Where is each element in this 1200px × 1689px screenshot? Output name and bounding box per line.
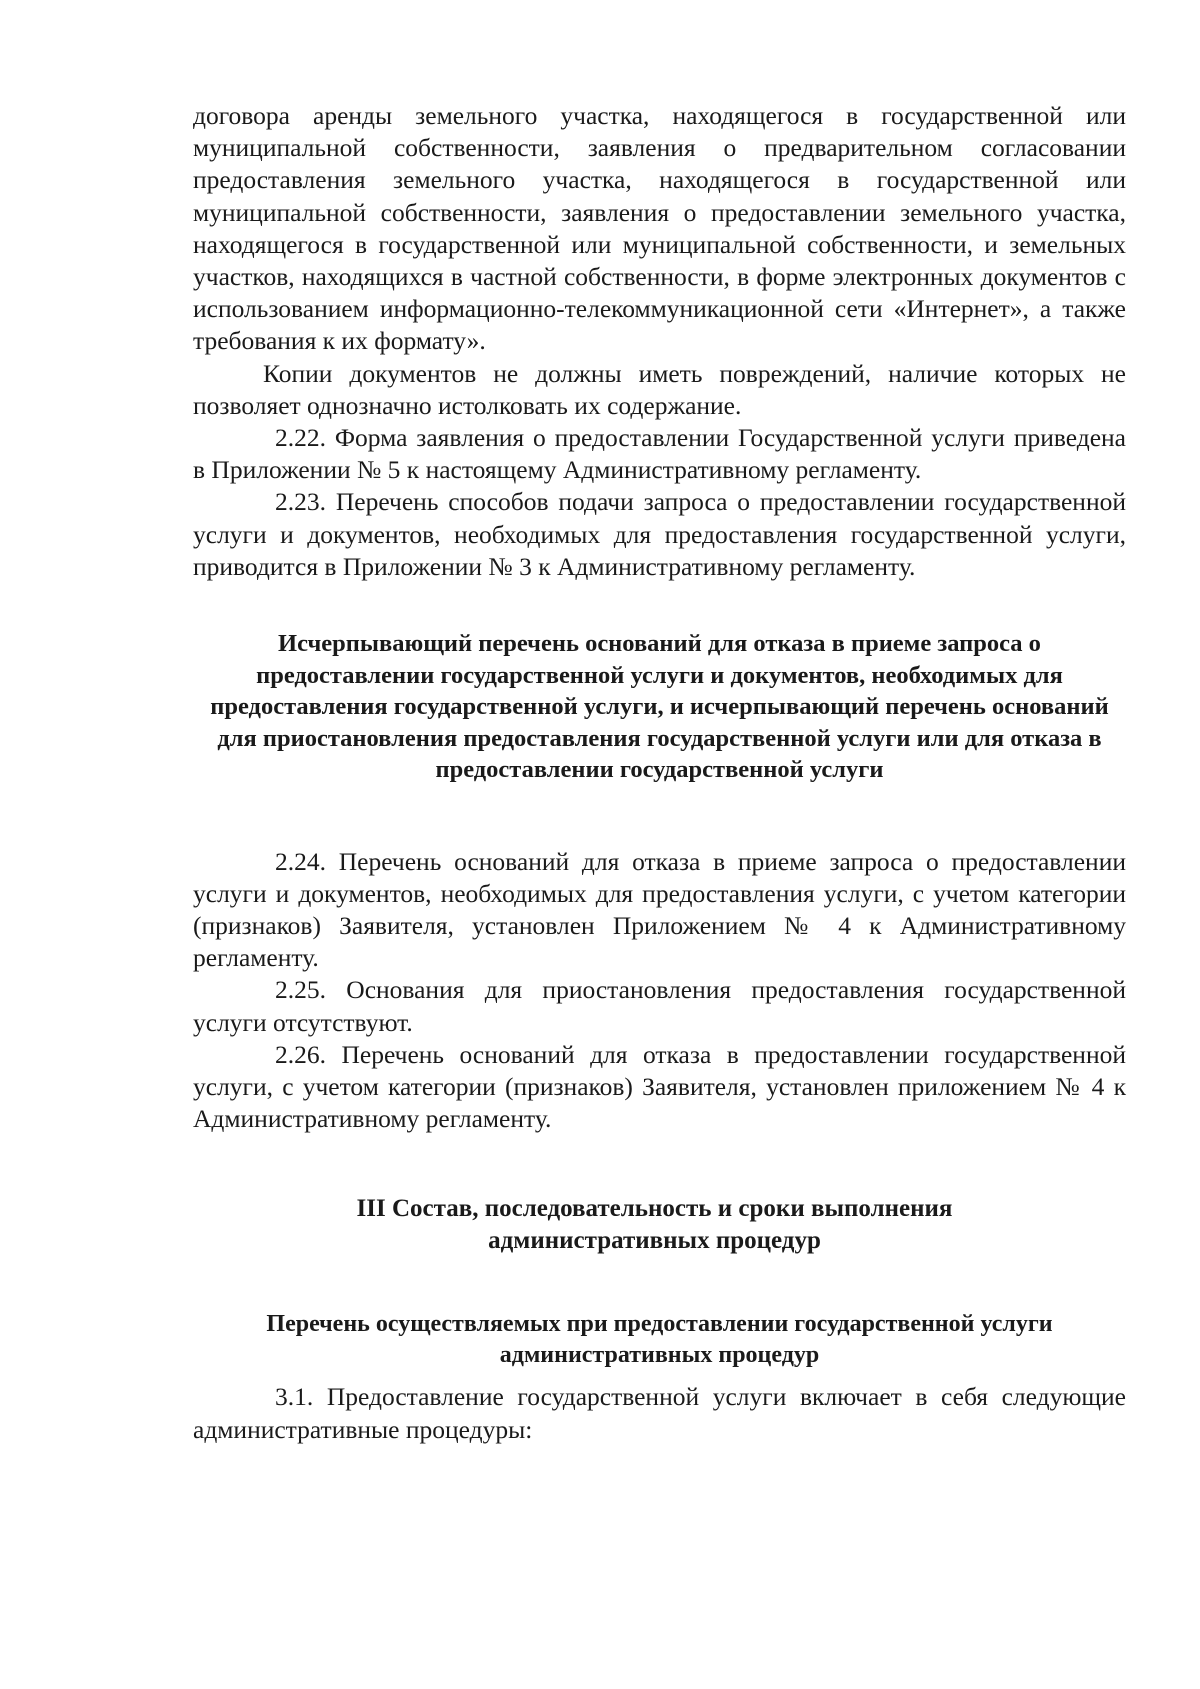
paragraph-continuation: договора аренды земельного участка, находящегося в государственной или муниципальной собственности, заявления о предварительном согласовании предоставления земельного участка, находящегося в государственной или муниципальной собственности, заявления о предоставлении земельного участка, находящегося в государственной или муниципальной собственности, и земельных участков, находящихся в частной собственности, в форме электронных документов с использованием информационно-телекоммуникационной сети «Интернет», а также требования к их формату». (193, 101, 1126, 356)
paragraph-2-26: 2.26. Перечень оснований для отказа в предоставлении государственной услуги, с учетом категории (признаков) Заявителя, установлен приложением № 4 к Административному регламенту. (193, 1039, 1126, 1134)
paragraph-2-25: 2.25. Основания для приостановления предоставления государственной услуги отсутствуют. (193, 975, 1126, 1037)
paragraph-2-24: 2.24. Перечень оснований для отказа в приеме запроса о предоставлении услуги и документов, необходимых для предоставления услуги, с учетом категории (признаков) Заявителя, установлен Приложением № 4 к Административному регламенту. (193, 846, 1126, 973)
paragraph-2-22: 2.22. Форма заявления о предоставлении Государственной услуги приведена в Приложении № 5 к настоящему Административному регламенту. (193, 423, 1126, 485)
heading-procedures-list: Перечень осуществляемых при предоставлении государственной услуги административных процедур (266, 1311, 1053, 1369)
document-page (193, 100, 1126, 1446)
heading-refusal-grounds: Исчерпывающий перечень оснований для отказа в приеме запроса о предоставлении государственной услуги и документов, необходимых для предоставления государственной услуги, и исчерпывающий перечень оснований для приостановления предоставления государственной услуги или для отказа в предоставлении государственной услуги (210, 630, 1109, 784)
heading-section-3: III Состав, последовательность и сроки выполнения административных процедур (356, 1195, 953, 1255)
paragraph-3-1: 3.1. Предоставление государственной услуги включает в себя следующие административные процедуры: (193, 1382, 1126, 1444)
paragraph-copies: Копии документов не должны иметь повреждений, наличие которых не позволяет однозначно истолковать их содержание. (193, 358, 1126, 420)
paragraph-2-23: 2.23. Перечень способов подачи запроса о предоставлении государственной услуги и документов, необходимых для предоставления государственной услуги, приводится в Приложении № 3 к Административному регламенту. (193, 487, 1126, 581)
